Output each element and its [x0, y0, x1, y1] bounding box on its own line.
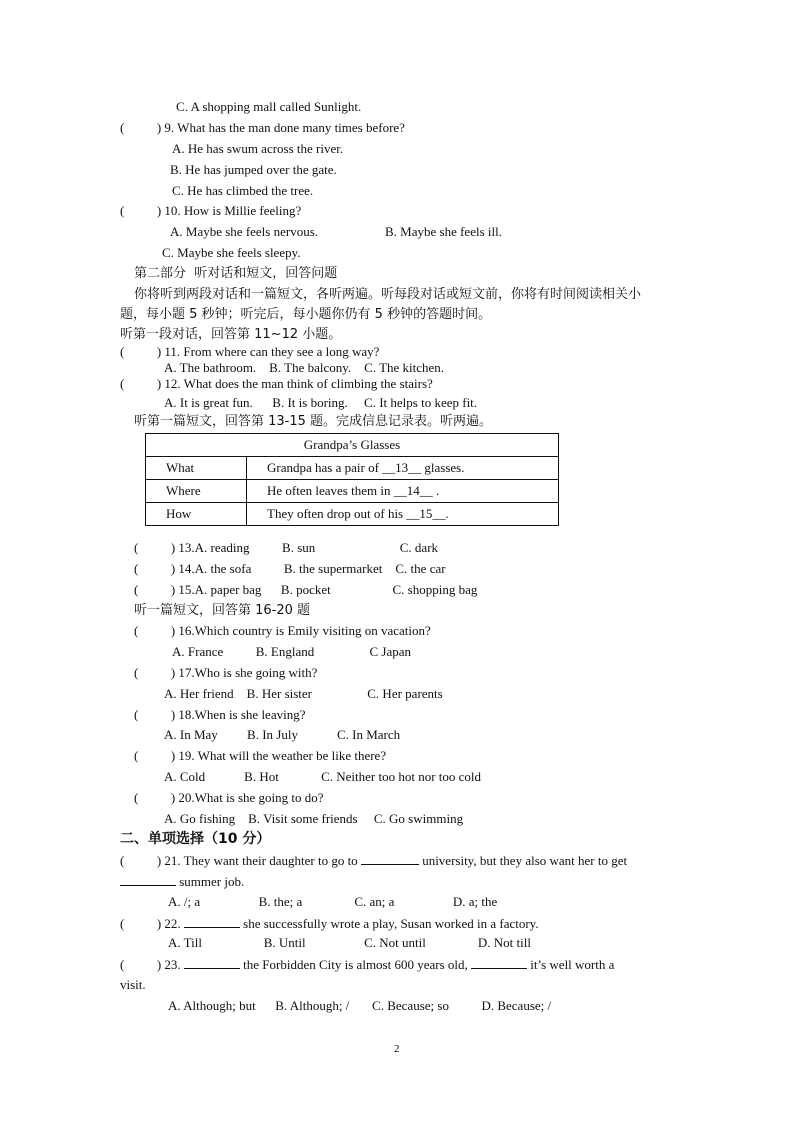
blank-number: 15 — [419, 506, 433, 521]
q21-options: A. /; a B. the; a C. an; a D. a; the — [168, 894, 498, 909]
q21-stem: ( ) 21. They want their daughter to go to university, but they also want her to get — [120, 853, 628, 868]
q20-options: A. Go fishing B. Visit some friends C. Go swimming — [164, 811, 464, 826]
table-value: Grandpa has a pair of __13__ glasses. — [247, 457, 559, 480]
q11-stem: ( ) 11. From where can they see a long way? — [120, 344, 380, 359]
info-record-table — [145, 433, 559, 526]
q11-options: A. The bathroom. B. The balcony. C. The kitchen. — [164, 360, 445, 375]
blank-number: 13 — [395, 460, 409, 475]
q16-options: A. France B. England C Japan — [172, 644, 412, 659]
answer-blank — [120, 873, 176, 886]
q17-stem: ( ) 17.Who is she going with? — [134, 665, 318, 680]
q16-stem: ( ) 16.Which country is Emily visiting on vacation? — [134, 623, 431, 638]
q13-line: ( ) 13.A. reading B. sun C. dark — [134, 540, 439, 555]
answer-blank — [471, 956, 527, 969]
answer-blank — [184, 956, 240, 969]
passage1-heading: 听第一篇短文，回答第 13-15 题。完成信息记录表。听两遍。 — [134, 414, 493, 429]
q17-options: A. Her friend B. Her sister C. Her parents — [164, 686, 443, 701]
part2-title: 第二部分 听对话和短文，回答问题 — [134, 266, 338, 281]
q8-option-c: C. A shopping mall called Sunlight. — [176, 99, 362, 114]
q18-options: A. In May B. In July C. In March — [164, 727, 401, 742]
part2-instruction-line2: 题，每小题 5 秒钟；听完后，每小题你仍有 5 秒钟的答题时间。 — [120, 307, 492, 322]
table-key: What — [146, 457, 247, 480]
table-key: Where — [146, 480, 247, 503]
q19-stem: ( ) 19. What will the weather be like there? — [134, 748, 387, 763]
q19-options: A. Cold B. Hot C. Neither too hot nor too cold — [164, 769, 482, 784]
table-row — [146, 503, 559, 526]
q20-stem: ( ) 20.What is she going to do? — [134, 790, 324, 805]
table-title: Grandpa’s Glasses — [146, 434, 559, 457]
q22-stem: ( ) 22. she successfully wrote a play, Susan worked in a factory. — [120, 916, 539, 931]
q22-options: A. Till B. Until C. Not until D. Not till — [168, 935, 531, 950]
q14-line: ( ) 14.A. the sofa B. the supermarket C. the car — [134, 561, 446, 576]
q9-option-c: C. He has climbed the tree. — [172, 183, 314, 198]
table-row — [146, 457, 559, 480]
blank-number: 14 — [406, 483, 420, 498]
page-number: 2 — [394, 1043, 400, 1055]
q10-stem: ( ) 10. How is Millie feeling? — [120, 203, 302, 218]
q10-option-b: B. Maybe she feels ill. — [385, 224, 502, 239]
table-value: He often leaves them in __14__ . — [247, 480, 559, 503]
q10-option-c: C. Maybe she feels sleepy. — [162, 245, 301, 260]
table-value: They often drop out of his __15__. — [247, 503, 559, 526]
answer-blank — [184, 915, 240, 928]
table-key: How — [146, 503, 247, 526]
q21-stem-cont: summer job. — [120, 873, 244, 890]
section2-heading: 二、单项选择（10 分） — [120, 831, 271, 847]
passage2-heading: 听一篇短文，回答第 16-20 题 — [134, 603, 311, 618]
q12-stem: ( ) 12. What does the man think of climbing the stairs? — [120, 376, 433, 391]
q23-stem: ( ) 23. the Forbidden City is almost 600 years old, it’s well worth a — [120, 957, 615, 972]
q23-options: A. Although; but B. Although; / C. Because; so D. Because; / — [168, 998, 552, 1013]
q9-option-b: B. He has jumped over the gate. — [170, 162, 337, 177]
q9-option-a: A. He has swum across the river. — [172, 141, 344, 156]
q23-stem-cont: visit. — [120, 977, 146, 992]
table-row — [146, 480, 559, 503]
q9-stem: ( ) 9. What has the man done many times before? — [120, 120, 405, 135]
part2-instruction-line1: 你将听到两段对话和一篇短文，各听两遍。听每段对话或短文前，你将有时间阅读相关小 — [134, 287, 642, 302]
q18-stem: ( ) 18.When is she leaving? — [134, 707, 306, 722]
q10-option-a: A. Maybe she feels nervous. — [170, 224, 319, 239]
q15-line: ( ) 15.A. paper bag B. pocket C. shopping bag — [134, 582, 478, 597]
q12-options: A. It is great fun. B. It is boring. C. It helps to keep fit. — [164, 395, 478, 410]
dialog1-heading: 听第一段对话，回答第 11~12 小题。 — [120, 327, 342, 342]
answer-blank — [361, 852, 419, 865]
